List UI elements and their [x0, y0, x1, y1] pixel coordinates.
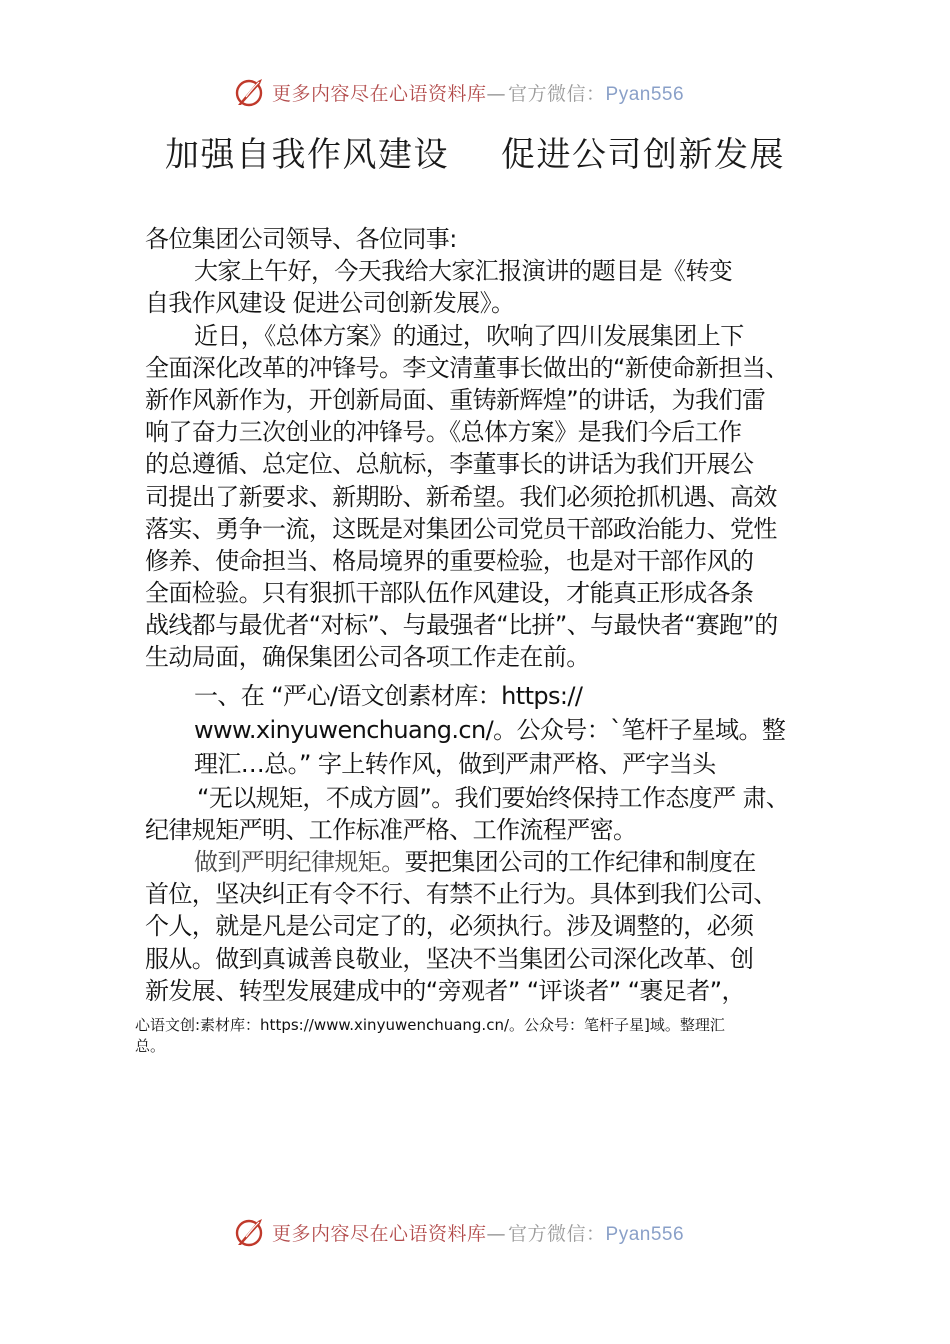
paragraph-line: 新发展、转型发展建成中的“旁观者” “评谈者” “裹足者”，: [145, 976, 745, 1005]
banner-wechat-id: Pyan556: [605, 1223, 685, 1245]
section-heading-line: 一、在 “严心/语文创素材库：https://: [194, 681, 583, 710]
quill-logo-icon: [232, 75, 266, 109]
paragraph-line: 个人，就是凡是公司定了的，必须执行。涉及调整的，必须: [145, 912, 754, 941]
paragraph-line: 全面深化改革的冲锋号。李文清董事长做出的“新使命新担当、: [145, 353, 789, 382]
banner-separator: —: [486, 82, 507, 105]
paragraph-line: 战线都与最优者“对标”、与最强者“比拼”、与最快者“赛跑”的: [145, 611, 778, 640]
paragraph-line: 生动局面，确保集团公司各项工作走在前。: [145, 643, 590, 672]
paragraph-line: 新作风新作为，开创新局面、重铸新辉煌”的讲话，为我们雷: [145, 385, 766, 414]
subheading-lead: 做到严明纪律规矩。: [194, 848, 405, 876]
banner-wechat-label: 官方微信：: [508, 82, 606, 105]
banner-main-text: 更多内容尽在心语资料库: [272, 82, 487, 105]
banner-text: [272, 1219, 684, 1246]
paragraph-line: 首位，坚决纠正有令不行、有禁不止行为。具体到我们公司、: [145, 880, 777, 909]
paragraph-line: “无以规矩，不成方圆”。我们要始终保持工作态度严 肃、: [197, 783, 790, 812]
salutation: 各位集团公司领导、各位同事:: [145, 225, 457, 253]
title-part-1: 加强自我作风建设: [165, 135, 449, 175]
footnote: [135, 1015, 825, 1057]
paragraph-line: 响了奋力三次创业的冲锋号。《总体方案》是我们今后工作: [145, 418, 742, 447]
paragraph-line: 大家上午好，今天我给大家汇报演讲的题目是《转变: [194, 257, 733, 286]
banner-separator: —: [486, 1222, 507, 1245]
section-heading-1: [145, 680, 845, 782]
paragraph-line: 全面检验。只有狠抓干部队伍作风建设，才能真正形成各条: [145, 579, 754, 608]
quill-logo-icon: [232, 1215, 266, 1249]
paragraph-line: 纪律规矩严明、工作标准严格、工作流程严密。: [145, 815, 637, 844]
paragraph-line: 服从。做到真诚善良敬业，坚决不当集团公司深化改革、创: [145, 944, 754, 973]
section-heading-line: www.xinyuwenchuang.cn/。公众号：`笔杆子星域。整: [194, 715, 786, 744]
footnote-line: 总。: [135, 1037, 166, 1055]
banner-main-text: 更多内容尽在心语资料库: [272, 1222, 487, 1245]
paragraph-line: 的总遵循、总定位、总航标，李董事长的讲话为我们开展公: [145, 450, 754, 479]
paragraph-line: 落实、勇争一流，这既是对集团公司党员干部政治能力、党性: [145, 514, 777, 543]
banner-text: [272, 79, 684, 106]
section-heading-line: 理汇…总。” 字上转作风，做到严肃严格、严字当头: [194, 749, 716, 778]
paragraph-line: 司提出了新要求、新期盼、新希望。我们必须抢抓机遇、高效: [145, 482, 777, 511]
banner-wechat-id: Pyan556: [605, 83, 685, 105]
footer-watermark-banner: [232, 1214, 684, 1250]
title-part-2: 促进公司创新发展: [501, 135, 785, 175]
paragraph-line: [145, 846, 845, 878]
footnote-line: 心语文创:素材库：https://www.xinyuwenchuang.cn/。公众号：笔杆子星]域。整理汇: [135, 1016, 725, 1034]
paragraph-line: 近日，《总体方案》的通过，吹响了四川发展集团上下: [194, 321, 744, 350]
document-body: [145, 223, 845, 1007]
paragraph-line: 修养、使命担当、格局境界的重要检验，也是对干部作风的: [145, 546, 754, 575]
paragraph-text: 要把集团公司的工作纪律和制度在: [404, 848, 756, 876]
document-title: [0, 127, 950, 176]
banner-wechat-label: 官方微信：: [508, 1222, 606, 1245]
header-watermark-banner: [232, 74, 684, 110]
paragraph-line: 自我作风建设 促进公司创新发展》。: [145, 289, 515, 318]
